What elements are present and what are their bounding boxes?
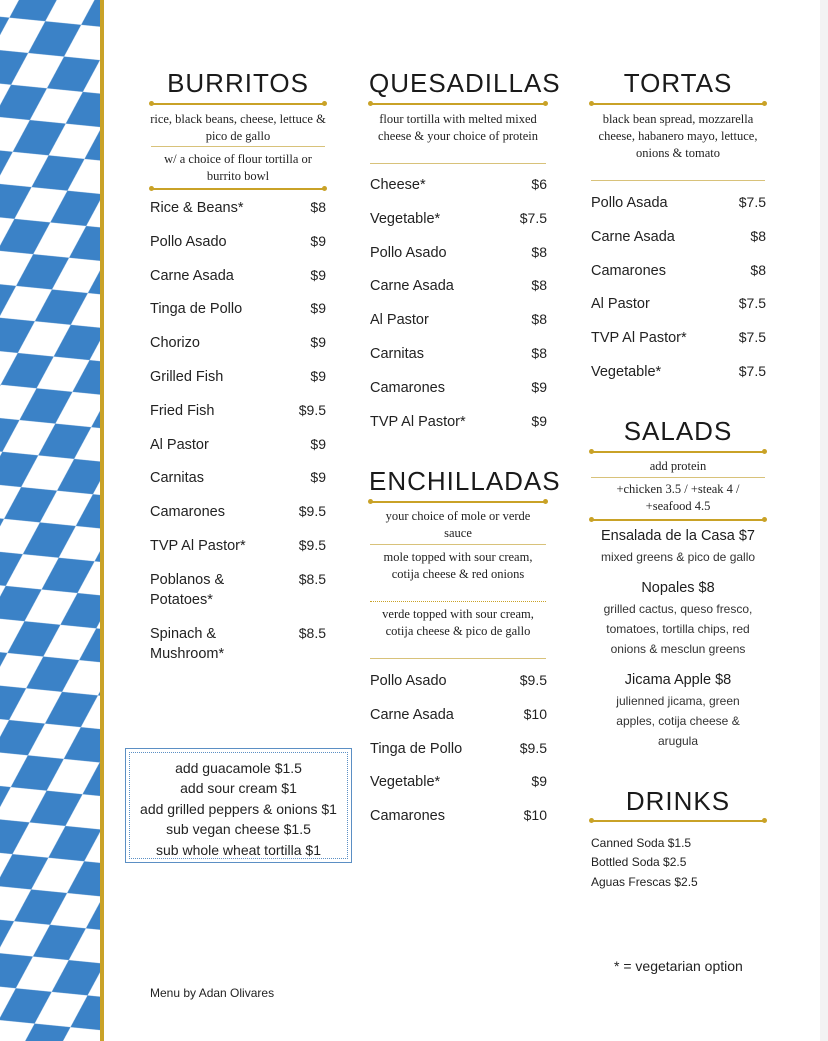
menu-item-name: Camarones: [150, 504, 225, 521]
salad-description: grilled cactus, queso fresco, tomatoes, tortilla chips, red onions & mesclun greens: [603, 602, 753, 656]
enchilladas-divider: [370, 544, 546, 545]
addon-item: sub whole wheat tortilla $1: [156, 842, 321, 858]
salads-protein-options: +chicken 3.5 / +steak 4 / +seafood 4.5: [616, 482, 740, 513]
menu-item-price: $9: [531, 773, 547, 790]
menu-item-price: $8: [531, 243, 547, 260]
addon-item: add grilled peppers & onions $1: [140, 801, 337, 817]
salad-title: Nopales: [641, 580, 695, 596]
burritos-description-2: w/ a choice of flour tortilla or burrito bowl: [164, 152, 312, 183]
menu-item-price: $8: [531, 277, 547, 294]
drinks-rule-top: [591, 820, 765, 822]
menu-item-price: $7.5: [519, 209, 547, 226]
salad-description: julienned jicama, green apples, cotija cheese & arugula: [616, 694, 740, 748]
diamond-pattern-border: [0, 0, 101, 1041]
menu-item-name: Tinga de Pollo: [150, 301, 243, 318]
menu-item-price: $9.5: [298, 503, 326, 520]
burritos-title: BURRITOS: [167, 68, 309, 98]
drink-item: Bottled Soda $2.5: [591, 855, 687, 869]
menu-item-name: Vegetable*: [370, 210, 441, 227]
menu-item-price: $9: [531, 412, 547, 429]
menu-item-price: $8: [531, 345, 547, 361]
salad-price: $8: [715, 672, 732, 688]
burritos-rule-top: [151, 103, 325, 105]
enchilladas-description: your choice of mole or verde sauce: [385, 509, 531, 540]
addon-item: sub vegan cheese $1.5: [166, 821, 311, 837]
enchilladas-verde-description: verde topped with sour cream, cotija cheese & pico de gallo: [382, 607, 534, 638]
menu-item-price: $9: [310, 435, 326, 452]
enchilladas-divider-2: [370, 658, 546, 659]
burritos-rule-bottom: [151, 188, 325, 190]
addon-item: add sour cream $1: [180, 780, 297, 796]
menu-item-price: $9: [310, 232, 326, 249]
menu-item-price: $7.5: [738, 363, 766, 379]
salad-price: $8: [698, 580, 715, 596]
salad-title: Jicama Apple: [624, 672, 712, 688]
menu-item-price: $9.5: [519, 672, 547, 688]
menu-item-price: $9: [531, 378, 547, 395]
gold-divider-bar: [100, 0, 104, 1041]
menu-item-name: Spinach & Mushroom*: [150, 626, 225, 662]
tortas-title: TORTAS: [623, 68, 733, 98]
menu-item-name: TVP Al Pastor*: [150, 538, 246, 554]
salad-name: [591, 672, 765, 688]
enchilladas-dotted-divider: [370, 601, 546, 602]
menu-item-name: Chorizo: [150, 335, 200, 352]
salads-rule-bottom: [591, 519, 765, 521]
menu-item-name: Al Pastor: [591, 296, 650, 313]
menu-item-name: Camarones: [370, 808, 445, 825]
tortas-description: black bean spread, mozzarella cheese, habanero mayo, lettuce, onions & tomato: [598, 112, 758, 160]
menu-item-price: $9.5: [298, 537, 326, 553]
menu-item-price: $6: [531, 176, 547, 192]
menu-item-name: Camarones: [591, 262, 666, 279]
tortas-rule-top: [591, 103, 765, 105]
salad-price: $7: [738, 528, 755, 544]
menu-item-name: Pollo Asado: [370, 673, 447, 689]
menu-item-price: $8: [310, 199, 326, 215]
menu-item-name: Vegetable*: [370, 774, 441, 791]
menu-item-name: Vegetable*: [591, 364, 662, 380]
quesadillas-title: QUESADILLAS: [369, 68, 561, 98]
drink-item: Canned Soda $1.5: [591, 836, 692, 850]
menu-item-name: Rice & Beans*: [150, 200, 244, 216]
page-edge: [820, 0, 828, 1041]
menu-item-name: Carnitas: [370, 346, 424, 362]
menu-item-name: Grilled Fish: [150, 369, 224, 385]
menu-item-name: Carne Asada: [370, 706, 454, 723]
menu-item-price: $9: [310, 266, 326, 283]
menu-item-name: Pollo Asado: [150, 233, 227, 250]
addons-box: [125, 748, 352, 863]
menu-item-price: $7.5: [738, 194, 766, 210]
menu-item-name: Carne Asada: [591, 228, 675, 245]
burritos-description: rice, black beans, cheese, lettuce & pico de gallo: [150, 112, 326, 143]
vegetarian-note: * = vegetarian option: [614, 958, 743, 974]
menu-item-name: Al Pastor: [370, 312, 429, 329]
salad-name: [591, 580, 765, 596]
addons-box-inner: [129, 752, 348, 859]
menu-item-name: Al Pastor: [150, 436, 209, 453]
salad-title: Ensalada de la Casa: [601, 528, 735, 544]
menu-item-name: Tinga de Pollo: [370, 740, 463, 757]
addon-item: add guacamole $1.5: [175, 760, 302, 776]
menu-item-price: $8: [750, 227, 766, 244]
salad-name: [591, 528, 765, 544]
burritos-divider: [151, 146, 325, 147]
salad-description: mixed greens & pico de gallo: [600, 550, 756, 564]
menu-item-price: $7.5: [738, 295, 766, 312]
menu-item-name: Pollo Asado: [370, 244, 447, 261]
quesadillas-description: flour tortilla with melted mixed cheese & your choice of protein: [377, 112, 538, 143]
menu-item-name: Carnitas: [150, 470, 204, 487]
menu-item-price: $9: [310, 334, 326, 351]
diamond-pattern-graphic: [0, 0, 101, 1041]
menu-item-name: TVP Al Pastor*: [370, 413, 466, 430]
drinks-title: DRINKS: [625, 786, 731, 816]
tortas-divider: [591, 180, 765, 181]
menu-item-price: $8: [531, 311, 547, 328]
salads-add-protein: add protein: [649, 459, 707, 473]
menu-item-price: $8.5: [298, 571, 326, 587]
salads-rule-top: [591, 451, 765, 453]
enchilladas-rule-top: [370, 501, 546, 503]
salads-divider: [591, 477, 765, 478]
quesadillas-rule-top: [370, 103, 546, 105]
menu-item-price: $9: [310, 469, 326, 486]
menu-item-price: $9.5: [519, 739, 547, 756]
enchilladas-mole-description: mole topped with sour cream, cotija cheese & red onions: [383, 550, 533, 581]
menu-item-price: $9: [310, 368, 326, 384]
menu-item-price: $8.5: [298, 625, 326, 641]
menu-item-name: Camarones: [370, 379, 445, 396]
menu-item-name: Pollo Asada: [591, 195, 668, 211]
menu-item-name: Poblanos & Potatoes*: [150, 572, 225, 608]
menu-credit: Menu by Adan Olivares: [150, 986, 275, 1000]
menu-item-name: Carne Asada: [150, 267, 234, 284]
menu-item-name: Fried Fish: [150, 402, 215, 419]
menu-item-name: Cheese*: [370, 177, 426, 193]
menu-item-name: Carne Asada: [370, 278, 454, 295]
quesadillas-divider: [370, 163, 546, 164]
menu-item-price: $9: [310, 300, 326, 317]
enchilladas-title: ENCHILLADAS: [369, 466, 561, 496]
salads-title: SALADS: [623, 416, 733, 446]
menu-item-name: TVP Al Pastor*: [591, 330, 687, 347]
menu-item-price: $10: [523, 807, 547, 824]
menu-item-price: $8: [750, 261, 766, 278]
menu-item-price: $9.5: [298, 401, 326, 418]
drink-item: Aguas Frescas $2.5: [591, 875, 698, 889]
menu-item-price: $7.5: [738, 329, 766, 346]
menu-item-price: $10: [523, 705, 547, 722]
